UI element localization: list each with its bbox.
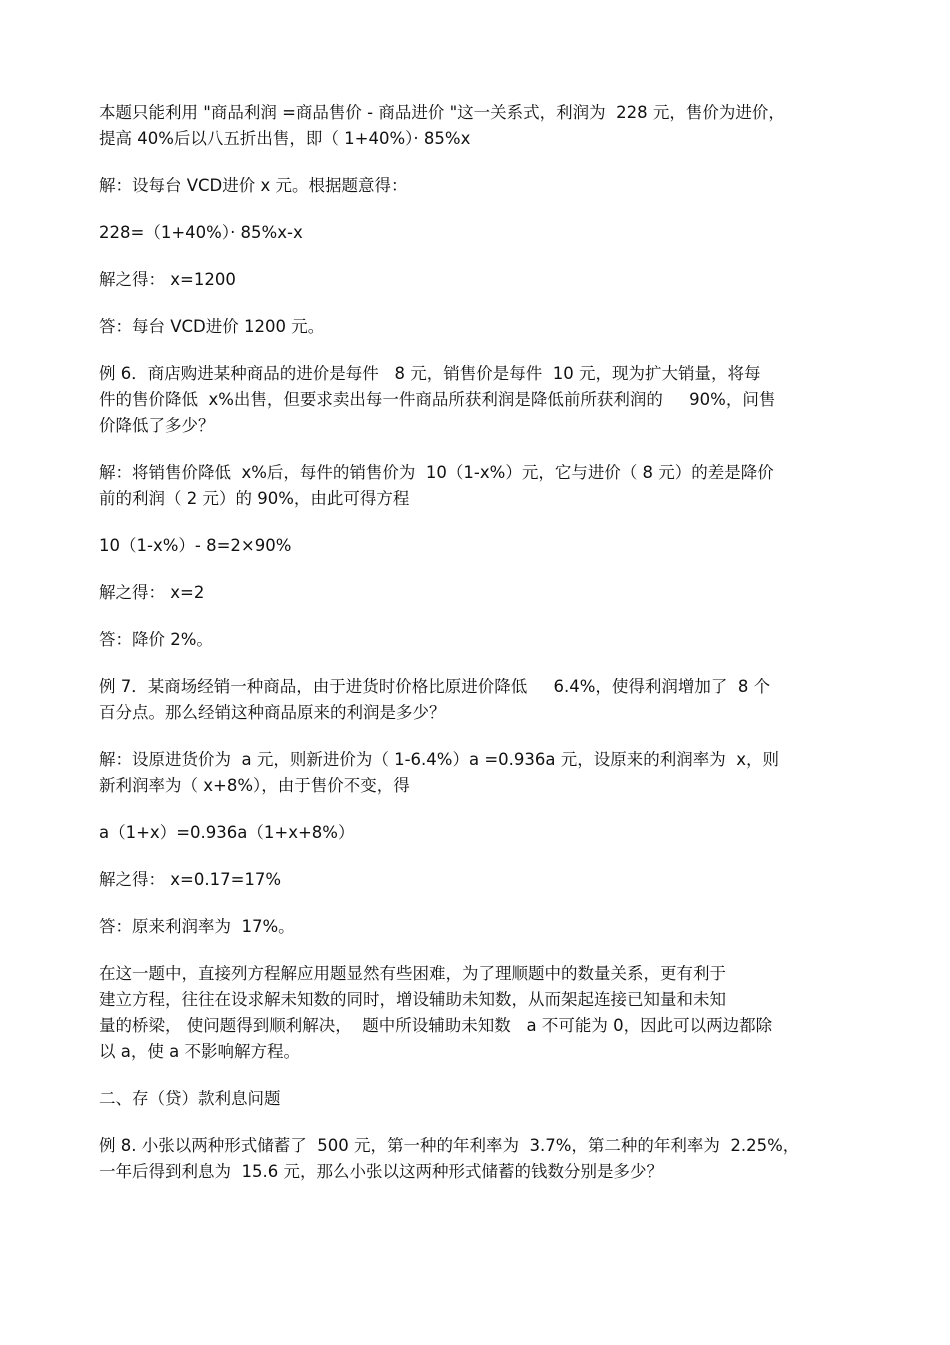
- text-line: 新利润率为（ x+8%），由于售价不变，得: [99, 776, 410, 795]
- section-heading: [99, 1086, 839, 1112]
- text-line: 提高 40%后以八五折出售，即（ 1+40%）· 85%x: [99, 129, 471, 148]
- text-line: 解之得： x=0.17=17%: [99, 870, 282, 889]
- paragraph-example-6-answer: [99, 627, 839, 653]
- text-line: 前的利润（ 2 元）的 90%，由此可得方程: [99, 489, 410, 508]
- text-line: 例 8. 小张以两种形式储蓄了 500 元，第一种的年利率为 3.7%，第二种的年利率为 2.25%，: [99, 1136, 800, 1155]
- text-line: 在这一题中，直接列方程解应用题显然有些困难，为了理顺题中的数量关系，更有利于: [99, 964, 726, 983]
- text-line: 本题只能利用 "商品利润 =商品售价 - 商品进价 "这一关系式，利润为 228 元，售价为进价，: [99, 103, 785, 122]
- document-page: [99, 100, 839, 1185]
- paragraph-commentary: [99, 961, 839, 1065]
- text-line: 件的售价降低 x%出售，但要求卖出每一件商品所获利润是降低前所获利润的 90%，问售: [99, 390, 776, 409]
- paragraph-example-7: [99, 674, 839, 726]
- paragraph-solve: [99, 267, 839, 293]
- paragraph-example-6-solution: [99, 460, 839, 512]
- text-line: 二、存（贷）款利息问题: [99, 1089, 281, 1108]
- text-line: 解：设每台 VCD进价 x 元。根据题意得：: [99, 176, 408, 195]
- paragraph-example-7-equation: [99, 820, 839, 846]
- text-line: 价降低了多少？: [99, 416, 215, 435]
- text-line: 一年后得到利息为 15.6 元，那么小张以这两种形式储蓄的钱数分别是多少？: [99, 1162, 663, 1181]
- paragraph-answer: [99, 314, 839, 340]
- text-line: 以 a，使 a 不影响解方程。: [99, 1042, 300, 1061]
- text-line: 228=（1+40%）· 85%x-x: [99, 223, 303, 242]
- text-line: 量的桥梁， 使问题得到顺利解决， 题中所设辅助未知数 a 不可能为 0，因此可以两边都除: [99, 1016, 773, 1035]
- text-line: 答：每台 VCD进价 1200 元。: [99, 317, 325, 336]
- paragraph-example-6-equation: [99, 533, 839, 559]
- text-line: a（1+x）=0.936a（1+x+8%）: [99, 823, 355, 842]
- paragraph-example-8: [99, 1133, 839, 1185]
- text-line: 百分点。那么经销这种商品原来的利润是多少？: [99, 703, 446, 722]
- paragraph-example-7-solution: [99, 747, 839, 799]
- text-line: 解之得： x=1200: [99, 270, 236, 289]
- text-line: 答：原来利润率为 17%。: [99, 917, 295, 936]
- text-line: 例 6．商店购进某种商品的进价是每件 8 元，销售价是每件 10 元，现为扩大销量，将每: [99, 364, 761, 383]
- paragraph-equation: [99, 220, 839, 246]
- paragraph-solution-setup: [99, 173, 839, 199]
- paragraph-example-7-answer: [99, 914, 839, 940]
- paragraph-intro: [99, 100, 839, 152]
- text-line: 例 7．某商场经销一种商品，由于进货时价格比原进价降低 6.4%，使得利润增加了 8 个: [99, 677, 771, 696]
- text-line: 解之得： x=2: [99, 583, 205, 602]
- paragraph-example-6-solve: [99, 580, 839, 606]
- text-line: 答：降价 2%。: [99, 630, 213, 649]
- text-line: 解：设原进货价为 a 元，则新进价为（ 1-6.4%）a =0.936a 元，设原来的利润率为 x，则: [99, 750, 779, 769]
- text-line: 解：将销售价降低 x%后，每件的销售价为 10（1-x%）元，它与进价（ 8 元）的差是降价: [99, 463, 774, 482]
- paragraph-example-7-solve: [99, 867, 839, 893]
- paragraph-example-6: [99, 361, 839, 439]
- text-line: 10（1-x%）- 8=2×90%: [99, 536, 292, 555]
- text-line: 建立方程，往往在设求解未知数的同时，增设辅助未知数，从而架起连接已知量和未知: [99, 990, 726, 1009]
